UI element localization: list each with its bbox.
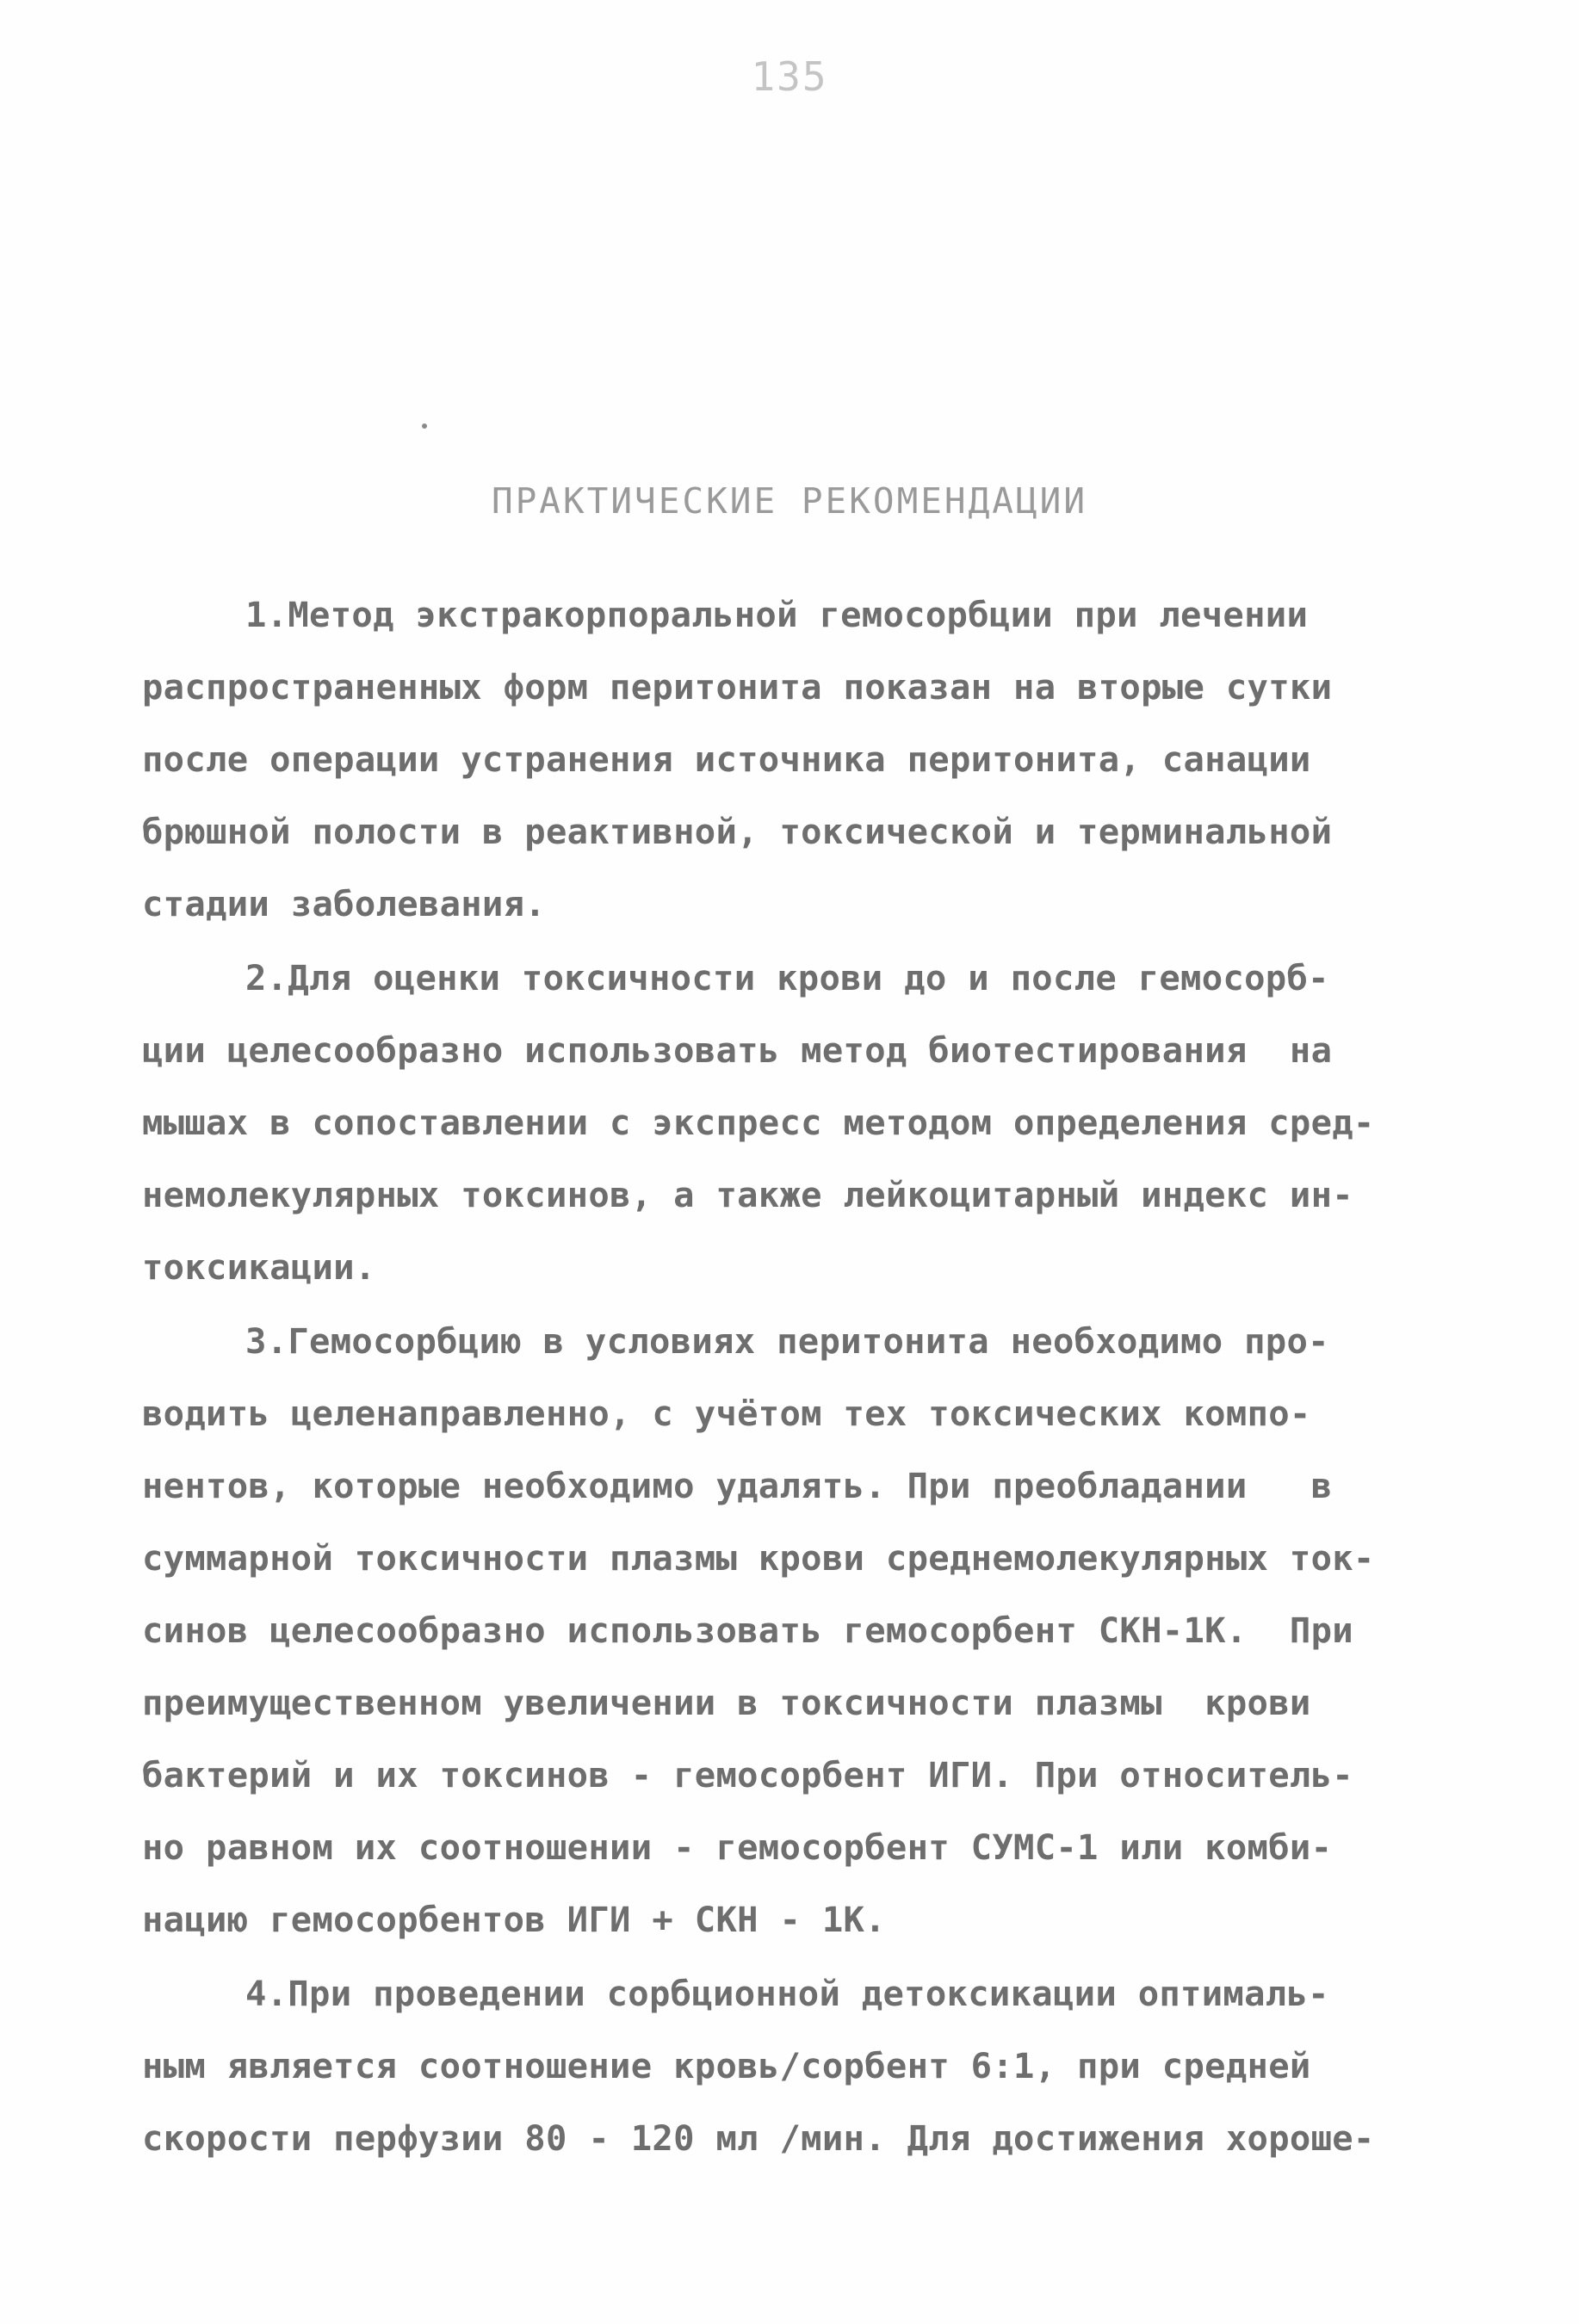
paragraph-3 (142, 1305, 1442, 1956)
text-line: ции целесообразно использовать метод биотестирования на (142, 1029, 1333, 1071)
text-line: 3.Гемосорбцию в условиях перитонита необходимо про- (245, 1320, 1329, 1362)
paragraph-2 (142, 942, 1442, 1303)
text-line: стадии заболевания. (142, 883, 546, 924)
body-text (142, 578, 1442, 2176)
text-line: водить целенаправленно, с учётом тех токсических компо- (142, 1393, 1311, 1434)
text-line: брюшной полости в реактивной, токсической и терминальной (142, 811, 1333, 852)
text-line: ным является соотношение кровь/сорбент 6:1, при средней (142, 2045, 1311, 2086)
text-line: скорости перфузии 80 - 120 мл /мин. Для достижения хороше- (142, 2117, 1375, 2159)
text-line: нацию гемосорбентов ИГИ + СКН - 1К. (142, 1899, 886, 1940)
text-line: немолекулярных токсинов, а также лейкоцитарный индекс ин- (142, 1174, 1353, 1215)
text-line: преимущественном увеличении в токсичности плазмы крови (142, 1682, 1311, 1723)
paragraph-4 (142, 1957, 1442, 2174)
text-line: но равном их соотношении - гемосорбент СУМС-1 или комби- (142, 1826, 1333, 1868)
text-line: бактерий и их токсинов - гемосорбент ИГИ. При относитель- (142, 1754, 1353, 1796)
section-heading: ПРАКТИЧЕСКИЕ РЕКОМЕНДАЦИИ (491, 480, 1088, 522)
paragraph-1 (142, 578, 1442, 940)
text-line: после операции устранения источника перитонита, санации (142, 739, 1311, 780)
page-number: 135 (751, 53, 828, 100)
text-line: синов целесообразно использовать гемосорбент СКН-1К. При (142, 1610, 1353, 1651)
text-line: мышах в сопоставлении с экспресс методом определения сред- (142, 1102, 1375, 1143)
text-line: распространенных форм перитонита показан на вторые сутки (142, 666, 1333, 708)
text-line: 1.Метод экстракорпоральной гемосорбции при лечении (245, 594, 1309, 635)
paper-speck (422, 423, 427, 429)
text-line: токсикации. (142, 1246, 376, 1288)
text-line: нентов, которые необходимо удалять. При преобладании в (142, 1465, 1333, 1506)
text-line: 2.Для оценки токсичности крови до и после гемосорб- (245, 957, 1329, 998)
text-line: 4.При проведении сорбционной детоксикации оптималь- (245, 1973, 1329, 2014)
text-line: суммарной токсичности плазмы крови среднемолекулярных ток- (142, 1537, 1375, 1579)
